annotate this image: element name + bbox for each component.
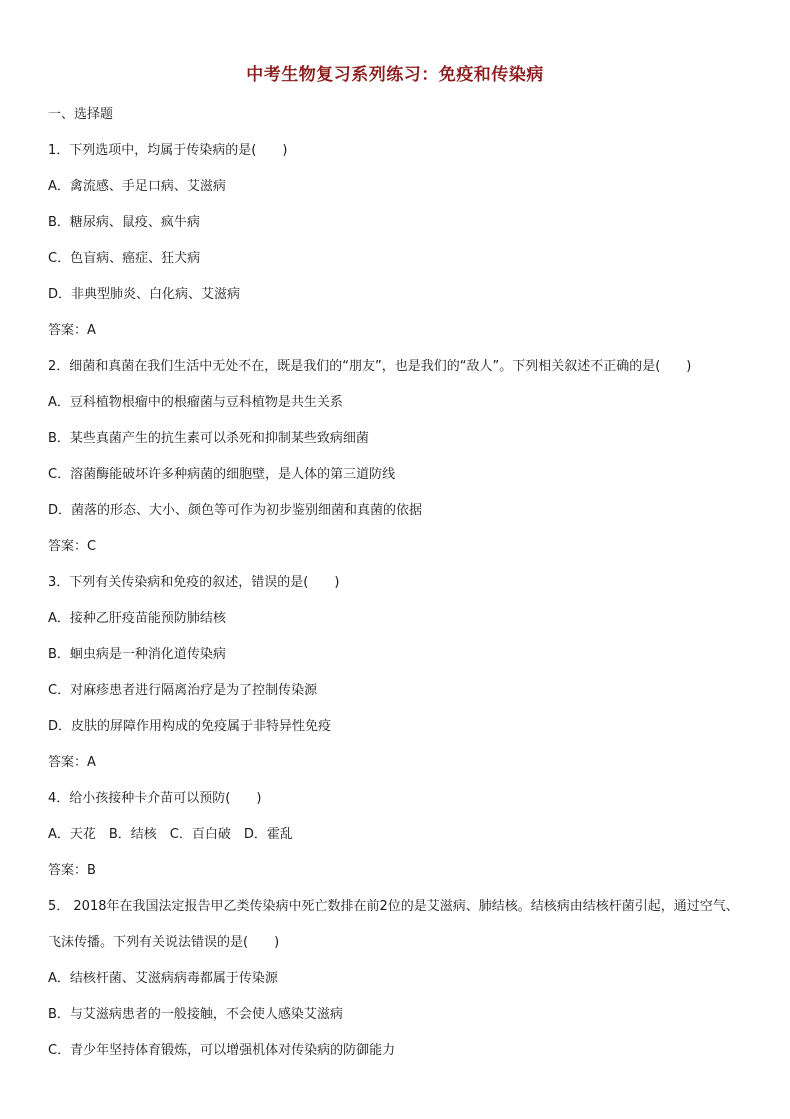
question-5-option-b: B．与艾滋病患者的一般接触，不会使人感染艾滋病 [48, 1007, 343, 1022]
question-2-answer: 答案：C [48, 539, 97, 554]
question-2-option-d: D．菌落的形态、大小、颜色等可作为初步鉴别细菌和真菌的依据 [48, 503, 423, 518]
question-3-option-c: C．对麻疹患者进行隔离治疗是为了控制传染源 [48, 683, 318, 698]
question-4-stem: 4．给小孩接种卡介苗可以预防( ) [48, 791, 262, 806]
question-4-answer: 答案：B [48, 863, 96, 878]
question-5-option-c: C．青少年坚持体育锻炼，可以增强机体对传染病的防御能力 [48, 1043, 396, 1058]
question-1-answer: 答案：A [48, 323, 96, 338]
question-5-stem: 5． 2018年在我国法定报告甲乙类传染病中死亡数排在前2位的是艾滋病、肺结核。结核病由结核杆菌引起，通过空气、飞沫传播。下列有关说法错误的是( ) [48, 899, 739, 950]
question-1-stem: 1．下列选项中，均属于传染病的是( ) [48, 143, 288, 158]
question-2-option-c: C．溶菌酶能破坏许多种病菌的细胞壁，是人体的第三道防线 [48, 467, 396, 482]
question-1-option-a: A．禽流感、手足口病、艾滋病 [48, 179, 226, 194]
question-2-stem: 2．细菌和真菌在我们生活中无处不在，既是我们的“朋友”，也是我们的“敌人”。下列相关叙述不正确的是( ) [48, 359, 692, 374]
question-3-option-d: D．皮肤的屏障作用构成的免疫属于非特异性免疫 [48, 719, 332, 734]
section-heading: 一、选择题 [48, 107, 114, 122]
question-3-option-b: B．蛔虫病是一种消化道传染病 [48, 647, 226, 662]
question-4-options: A．天花 B．结核 C．百白破 D．霍乱 [48, 827, 293, 842]
question-1-option-b: B．糖尿病、鼠疫、疯牛病 [48, 215, 200, 230]
question-3-stem: 3．下列有关传染病和免疫的叙述，错误的是( ) [48, 575, 340, 590]
question-1-option-d: D．非典型肺炎、白化病、艾滋病 [48, 287, 241, 302]
question-3-option-a: A．接种乙肝疫苗能预防肺结核 [48, 611, 226, 626]
question-2-option-b: B．某些真菌产生的抗生素可以杀死和抑制某些致病细菌 [48, 431, 369, 446]
question-2-option-a: A．豆科植物根瘤中的根瘤菌与豆科植物是共生关系 [48, 395, 343, 410]
document-title: 中考生物复习系列练习：免疫和传染病 [246, 65, 544, 85]
question-1-option-c: C．色盲病、癌症、狂犬病 [48, 251, 201, 266]
question-5-option-a: A．结核杆菌、艾滋病病毒都属于传染源 [48, 971, 278, 986]
question-3-answer: 答案：A [48, 755, 96, 770]
